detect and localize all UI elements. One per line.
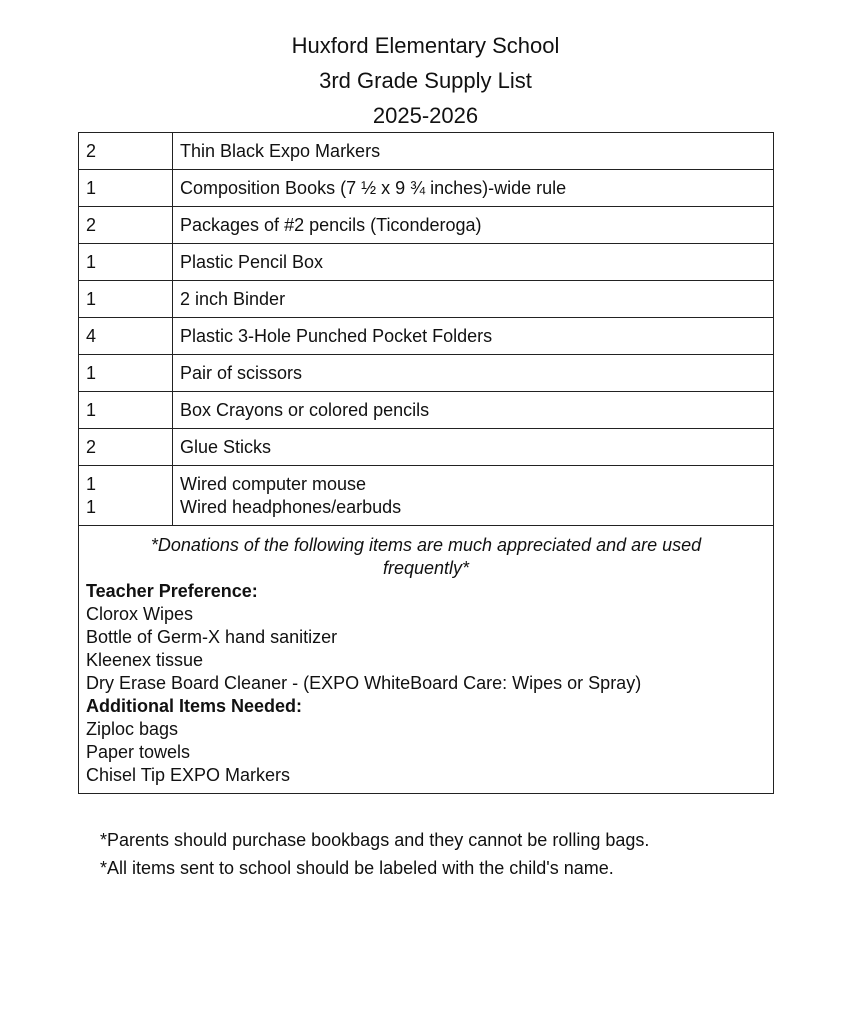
table-row bbox=[79, 244, 774, 281]
donations-cell bbox=[79, 526, 774, 794]
quantity-cell: 2 bbox=[79, 133, 173, 170]
donations-row bbox=[79, 526, 774, 794]
item-cell: Box Crayons or colored pencils bbox=[173, 392, 774, 429]
supply-table bbox=[78, 132, 774, 794]
list-item: Clorox Wipes bbox=[86, 604, 194, 624]
list-item: Dry Erase Board Cleaner - (EXPO WhiteBoard Care: Wipes or Spray) bbox=[86, 673, 642, 693]
donations-note: *Donations of the following items are much appreciated and are used frequently* bbox=[150, 535, 702, 578]
quantity-cell: 1 bbox=[79, 244, 173, 281]
quantity-line: 1 bbox=[86, 496, 97, 517]
list-item: Chisel Tip EXPO Markers bbox=[86, 765, 291, 785]
table-row bbox=[79, 207, 774, 244]
table-row bbox=[79, 133, 774, 170]
item-cell bbox=[173, 466, 774, 526]
list-item: Kleenex tissue bbox=[86, 650, 204, 670]
item-cell: 2 inch Binder bbox=[173, 281, 774, 318]
item-cell: Plastic 3-Hole Punched Pocket Folders bbox=[173, 318, 774, 355]
quantity-cell: 4 bbox=[79, 318, 173, 355]
table-row bbox=[79, 392, 774, 429]
item-line: Wired computer mouse bbox=[180, 473, 367, 494]
item-line: Wired headphones/earbuds bbox=[180, 496, 402, 517]
footer-note-bookbags: *Parents should purchase bookbags and they cannot be rolling bags. bbox=[100, 830, 650, 850]
quantity-cell: 2 bbox=[79, 429, 173, 466]
school-year: 2025-2026 bbox=[372, 103, 479, 128]
quantity-cell: 1 bbox=[79, 355, 173, 392]
table-row bbox=[79, 318, 774, 355]
footer-note-labels: *All items sent to school should be labeled with the child's name. bbox=[100, 858, 614, 878]
table-row bbox=[79, 281, 774, 318]
table-row bbox=[79, 170, 774, 207]
list-item: Bottle of Germ-X hand sanitizer bbox=[86, 627, 338, 647]
item-cell: Glue Sticks bbox=[173, 429, 774, 466]
table-row bbox=[79, 429, 774, 466]
school-name: Huxford Elementary School bbox=[291, 33, 560, 58]
quantity-line: 1 bbox=[86, 473, 97, 494]
table-row bbox=[79, 355, 774, 392]
quantity-cell bbox=[79, 466, 173, 526]
additional-items-heading: Additional Items Needed: bbox=[86, 696, 303, 716]
list-item: Paper towels bbox=[86, 742, 191, 762]
document-header bbox=[0, 28, 851, 133]
teacher-preference-heading: Teacher Preference: bbox=[86, 581, 258, 601]
item-cell: Packages of #2 pencils (Ticonderoga) bbox=[173, 207, 774, 244]
item-cell: Pair of scissors bbox=[173, 355, 774, 392]
quantity-cell: 1 bbox=[79, 281, 173, 318]
quantity-cell: 1 bbox=[79, 392, 173, 429]
list-title: 3rd Grade Supply List bbox=[319, 68, 532, 93]
footer-notes bbox=[100, 826, 649, 882]
item-cell: Thin Black Expo Markers bbox=[173, 133, 774, 170]
quantity-cell: 1 bbox=[79, 170, 173, 207]
list-item: Ziploc bags bbox=[86, 719, 179, 739]
item-cell: Plastic Pencil Box bbox=[173, 244, 774, 281]
item-cell: Composition Books (7 ½ x 9 ¾ inches)-wide rule bbox=[173, 170, 774, 207]
table-row-multi bbox=[79, 466, 774, 526]
quantity-cell: 2 bbox=[79, 207, 173, 244]
